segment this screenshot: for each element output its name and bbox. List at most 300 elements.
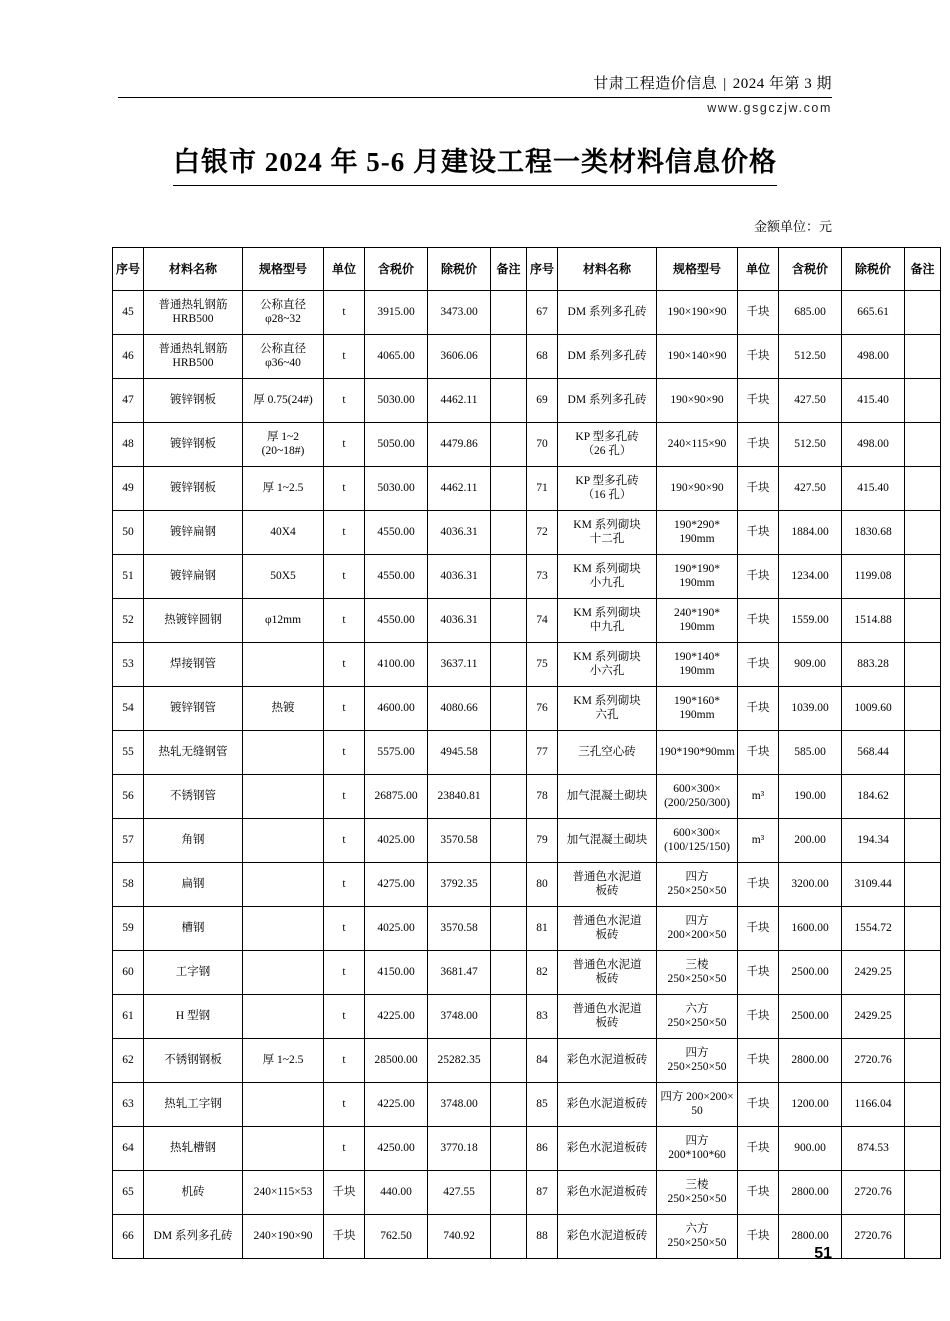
cell-remark-left: [491, 1127, 527, 1171]
cell-spec-left: [243, 643, 324, 687]
table-row: [113, 555, 941, 599]
cell-seq-right: 76: [527, 687, 558, 731]
cell-tax-price-right: 1200.00: [779, 1083, 842, 1127]
cell-remark-right: [905, 863, 941, 907]
cell-tax-price-right: 1559.00: [779, 599, 842, 643]
cell-remark-right: [905, 511, 941, 555]
cell-tax-price-left: 4150.00: [365, 951, 428, 995]
table-row: [113, 1039, 941, 1083]
cell-tax-price-left: 4250.00: [365, 1127, 428, 1171]
cell-tax-price-right: 900.00: [779, 1127, 842, 1171]
cell-spec-right: 六方 250×250×50: [657, 1215, 738, 1259]
cell-notax-price-left: 3792.35: [428, 863, 491, 907]
cell-seq-left: 48: [113, 423, 144, 467]
cell-seq-right: 84: [527, 1039, 558, 1083]
cell-material-name-right: 彩色水泥道板砖: [558, 1215, 657, 1259]
cell-unit-right: 千块: [738, 1171, 779, 1215]
cell-material-name-left: 扁钢: [144, 863, 243, 907]
table-row: [113, 951, 941, 995]
cell-remark-left: [491, 1215, 527, 1259]
cell-seq-right: 80: [527, 863, 558, 907]
cell-spec-left: [243, 863, 324, 907]
table-row: [113, 1083, 941, 1127]
cell-spec-left: φ12mm: [243, 599, 324, 643]
cell-tax-price-left: 4550.00: [365, 511, 428, 555]
cell-notax-price-left: 4036.31: [428, 599, 491, 643]
cell-spec-left: [243, 907, 324, 951]
cell-seq-left: 58: [113, 863, 144, 907]
cell-spec-right: 四方 200*100*60: [657, 1127, 738, 1171]
cell-tax-price-right: 1234.00: [779, 555, 842, 599]
cell-unit-left: t: [324, 599, 365, 643]
cell-unit-left: 千块: [324, 1215, 365, 1259]
cell-seq-left: 46: [113, 335, 144, 379]
cell-material-name-left: 镀锌钢板: [144, 423, 243, 467]
cell-material-name-left: 热镀锌圆钢: [144, 599, 243, 643]
cell-spec-right: 190*290* 190mm: [657, 511, 738, 555]
cell-notax-price-left: 25282.35: [428, 1039, 491, 1083]
cell-tax-price-right: 1600.00: [779, 907, 842, 951]
cell-spec-right: 190*160* 190mm: [657, 687, 738, 731]
cell-tax-price-right: 585.00: [779, 731, 842, 775]
cell-material-name-right: 彩色水泥道板砖: [558, 1039, 657, 1083]
cell-material-name-left: 镀锌扁钢: [144, 511, 243, 555]
cell-spec-left: [243, 1083, 324, 1127]
cell-seq-left: 63: [113, 1083, 144, 1127]
header-separator: |: [723, 76, 727, 92]
table-row: [113, 379, 941, 423]
cell-unit-right: 千块: [738, 687, 779, 731]
cell-unit-right: 千块: [738, 335, 779, 379]
cell-seq-right: 77: [527, 731, 558, 775]
col-name-left: 材料名称: [144, 248, 243, 291]
cell-spec-left: [243, 995, 324, 1039]
cell-seq-right: 72: [527, 511, 558, 555]
cell-notax-price-left: 4945.58: [428, 731, 491, 775]
cell-unit-right: 千块: [738, 599, 779, 643]
cell-notax-price-right: 568.44: [842, 731, 905, 775]
cell-notax-price-right: 1554.72: [842, 907, 905, 951]
cell-remark-right: [905, 555, 941, 599]
cell-tax-price-right: 2800.00: [779, 1171, 842, 1215]
cell-remark-right: [905, 731, 941, 775]
cell-material-name-right: 普通色水泥道 板砖: [558, 951, 657, 995]
cell-seq-right: 86: [527, 1127, 558, 1171]
cell-material-name-left: 镀锌扁钢: [144, 555, 243, 599]
cell-remark-right: [905, 1083, 941, 1127]
cell-material-name-left: 角钢: [144, 819, 243, 863]
cell-seq-right: 71: [527, 467, 558, 511]
cell-seq-left: 53: [113, 643, 144, 687]
cell-unit-left: t: [324, 907, 365, 951]
cell-notax-price-left: 3570.58: [428, 819, 491, 863]
cell-unit-left: t: [324, 511, 365, 555]
table-row: [113, 863, 941, 907]
cell-material-name-left: 焊接钢管: [144, 643, 243, 687]
cell-material-name-left: 工字钢: [144, 951, 243, 995]
cell-remark-right: [905, 423, 941, 467]
cell-remark-left: [491, 951, 527, 995]
cell-tax-price-right: 2800.00: [779, 1039, 842, 1083]
cell-notax-price-left: 3637.11: [428, 643, 491, 687]
cell-unit-right: 千块: [738, 467, 779, 511]
cell-remark-left: [491, 1039, 527, 1083]
cell-material-name-right: 加气混凝土砌块: [558, 775, 657, 819]
table-row: [113, 511, 941, 555]
cell-tax-price-left: 4600.00: [365, 687, 428, 731]
cell-notax-price-left: 3473.00: [428, 291, 491, 335]
header-text: [593, 72, 832, 93]
issue-label: 2024 年第 3 期: [732, 76, 832, 92]
cell-unit-right: 千块: [738, 423, 779, 467]
cell-spec-left: [243, 951, 324, 995]
cell-seq-left: 64: [113, 1127, 144, 1171]
cell-spec-left: 热镀: [243, 687, 324, 731]
cell-unit-left: t: [324, 951, 365, 995]
cell-unit-right: 千块: [738, 995, 779, 1039]
cell-remark-left: [491, 379, 527, 423]
cell-spec-right: 三棱 250×250×50: [657, 951, 738, 995]
cell-remark-left: [491, 291, 527, 335]
cell-seq-right: 68: [527, 335, 558, 379]
cell-spec-left: 240×115×53: [243, 1171, 324, 1215]
table-row: [113, 643, 941, 687]
cell-notax-price-left: 4080.66: [428, 687, 491, 731]
cell-notax-price-right: 184.62: [842, 775, 905, 819]
cell-tax-price-left: 3915.00: [365, 291, 428, 335]
cell-remark-right: [905, 907, 941, 951]
col-unit-right: 单位: [738, 248, 779, 291]
cell-spec-right: 四方 250×250×50: [657, 863, 738, 907]
cell-unit-right: 千块: [738, 1083, 779, 1127]
cell-spec-right: 四方 200×200× 50: [657, 1083, 738, 1127]
cell-tax-price-right: 2500.00: [779, 995, 842, 1039]
cell-tax-price-left: 440.00: [365, 1171, 428, 1215]
cell-unit-left: t: [324, 1127, 365, 1171]
cell-seq-right: 82: [527, 951, 558, 995]
cell-notax-price-left: 740.92: [428, 1215, 491, 1259]
cell-notax-price-right: 883.28: [842, 643, 905, 687]
cell-remark-left: [491, 863, 527, 907]
cell-remark-left: [491, 687, 527, 731]
col-seq-right: 序号: [527, 248, 558, 291]
col-notax-left: 除税价: [428, 248, 491, 291]
col-tax-left: 含税价: [365, 248, 428, 291]
cell-spec-right: 190×90×90: [657, 379, 738, 423]
cell-material-name-right: 彩色水泥道板砖: [558, 1171, 657, 1215]
cell-unit-left: t: [324, 467, 365, 511]
cell-seq-left: 62: [113, 1039, 144, 1083]
cell-unit-left: t: [324, 555, 365, 599]
cell-tax-price-right: 512.50: [779, 335, 842, 379]
cell-seq-right: 74: [527, 599, 558, 643]
cell-remark-right: [905, 995, 941, 1039]
cell-notax-price-right: 874.53: [842, 1127, 905, 1171]
cell-seq-left: 60: [113, 951, 144, 995]
cell-unit-left: t: [324, 291, 365, 335]
cell-remark-right: [905, 335, 941, 379]
cell-remark-left: [491, 511, 527, 555]
col-remark-left: 备注: [491, 248, 527, 291]
cell-unit-right: 千块: [738, 1039, 779, 1083]
cell-tax-price-left: 4550.00: [365, 555, 428, 599]
col-spec-right: 规格型号: [657, 248, 738, 291]
cell-remark-left: [491, 1083, 527, 1127]
cell-tax-price-right: 200.00: [779, 819, 842, 863]
cell-material-name-left: 槽钢: [144, 907, 243, 951]
cell-spec-right: 240*190* 190mm: [657, 599, 738, 643]
cell-unit-right: 千块: [738, 291, 779, 335]
cell-spec-right: 190×140×90: [657, 335, 738, 379]
cell-spec-right: 190*140* 190mm: [657, 643, 738, 687]
cell-seq-left: 59: [113, 907, 144, 951]
cell-spec-left: [243, 819, 324, 863]
cell-tax-price-right: 190.00: [779, 775, 842, 819]
cell-spec-left: 厚 1~2 (20~18#): [243, 423, 324, 467]
cell-tax-price-left: 4100.00: [365, 643, 428, 687]
cell-spec-right: 四方 200×200×50: [657, 907, 738, 951]
cell-material-name-left: 镀锌钢板: [144, 379, 243, 423]
cell-tax-price-right: 2800.00: [779, 1215, 842, 1259]
cell-remark-left: [491, 643, 527, 687]
cell-unit-right: 千块: [738, 511, 779, 555]
cell-remark-right: [905, 687, 941, 731]
amount-unit-note: 金额单位：元: [753, 219, 832, 234]
cell-unit-left: t: [324, 687, 365, 731]
cell-notax-price-left: 3681.47: [428, 951, 491, 995]
cell-remark-right: [905, 1171, 941, 1215]
cell-seq-right: 85: [527, 1083, 558, 1127]
cell-notax-price-right: 1166.04: [842, 1083, 905, 1127]
cell-unit-left: t: [324, 423, 365, 467]
cell-tax-price-left: 26875.00: [365, 775, 428, 819]
cell-tax-price-right: 512.50: [779, 423, 842, 467]
cell-notax-price-left: 3748.00: [428, 995, 491, 1039]
cell-material-name-right: 普通色水泥道 板砖: [558, 907, 657, 951]
cell-seq-left: 52: [113, 599, 144, 643]
cell-material-name-right: DM 系列多孔砖: [558, 379, 657, 423]
cell-spec-right: 190×90×90: [657, 467, 738, 511]
cell-unit-right: 千块: [738, 907, 779, 951]
cell-tax-price-left: 4025.00: [365, 819, 428, 863]
cell-material-name-right: 彩色水泥道板砖: [558, 1083, 657, 1127]
cell-material-name-right: KM 系列砌块 小九孔: [558, 555, 657, 599]
cell-seq-right: 83: [527, 995, 558, 1039]
cell-notax-price-right: 1830.68: [842, 511, 905, 555]
cell-seq-right: 73: [527, 555, 558, 599]
cell-seq-left: 57: [113, 819, 144, 863]
cell-spec-left: 50X5: [243, 555, 324, 599]
cell-notax-price-left: 4036.31: [428, 511, 491, 555]
cell-material-name-left: 热轧槽钢: [144, 1127, 243, 1171]
cell-seq-left: 66: [113, 1215, 144, 1259]
cell-material-name-left: 普通热轧钢筋 HRB500: [144, 291, 243, 335]
cell-spec-right: 三棱 250×250×50: [657, 1171, 738, 1215]
table-row: [113, 995, 941, 1039]
cell-remark-left: [491, 731, 527, 775]
cell-remark-right: [905, 1127, 941, 1171]
table-body: [113, 291, 941, 1259]
table-row: [113, 731, 941, 775]
cell-notax-price-right: 194.34: [842, 819, 905, 863]
cell-unit-right: 千块: [738, 731, 779, 775]
cell-spec-left: 厚 0.75(24#): [243, 379, 324, 423]
cell-remark-left: [491, 555, 527, 599]
cell-notax-price-right: 415.40: [842, 467, 905, 511]
table-header: [113, 248, 941, 291]
cell-remark-right: [905, 643, 941, 687]
cell-material-name-right: 普通色水泥道 板砖: [558, 995, 657, 1039]
publication-name: 甘肃工程造价信息: [593, 76, 718, 92]
cell-seq-left: 45: [113, 291, 144, 335]
cell-unit-right: m³: [738, 819, 779, 863]
cell-material-name-left: 普通热轧钢筋 HRB500: [144, 335, 243, 379]
cell-material-name-right: KM 系列砌块 中九孔: [558, 599, 657, 643]
cell-notax-price-right: 2720.76: [842, 1039, 905, 1083]
cell-unit-left: 千块: [324, 1171, 365, 1215]
cell-seq-left: 61: [113, 995, 144, 1039]
cell-tax-price-left: 4025.00: [365, 907, 428, 951]
cell-spec-right: 600×300× (100/125/150): [657, 819, 738, 863]
cell-seq-right: 78: [527, 775, 558, 819]
cell-tax-price-right: 1039.00: [779, 687, 842, 731]
cell-material-name-left: H 型钢: [144, 995, 243, 1039]
cell-notax-price-right: 1199.08: [842, 555, 905, 599]
cell-notax-price-left: 4462.11: [428, 379, 491, 423]
cell-seq-left: 50: [113, 511, 144, 555]
cell-material-name-left: 不锈钢管: [144, 775, 243, 819]
cell-spec-left: 240×190×90: [243, 1215, 324, 1259]
cell-seq-right: 69: [527, 379, 558, 423]
cell-seq-right: 67: [527, 291, 558, 335]
page-title: 白银市 2024 年 5-6 月建设工程一类材料信息价格: [173, 140, 777, 186]
cell-seq-right: 88: [527, 1215, 558, 1259]
cell-spec-right: 190*190*90mm: [657, 731, 738, 775]
cell-seq-right: 79: [527, 819, 558, 863]
cell-unit-left: t: [324, 775, 365, 819]
cell-notax-price-right: 2720.76: [842, 1215, 905, 1259]
cell-notax-price-right: 2720.76: [842, 1171, 905, 1215]
table-row: [113, 291, 941, 335]
cell-notax-price-right: 2429.25: [842, 951, 905, 995]
cell-seq-right: 75: [527, 643, 558, 687]
cell-remark-right: [905, 1215, 941, 1259]
cell-seq-left: 49: [113, 467, 144, 511]
cell-remark-right: [905, 379, 941, 423]
cell-remark-left: [491, 995, 527, 1039]
price-table: [112, 247, 941, 1259]
table-row: [113, 1171, 941, 1215]
cell-seq-right: 81: [527, 907, 558, 951]
cell-unit-right: 千块: [738, 1215, 779, 1259]
col-unit-left: 单位: [324, 248, 365, 291]
cell-unit-right: 千块: [738, 643, 779, 687]
table-row: [113, 775, 941, 819]
cell-notax-price-left: 3570.58: [428, 907, 491, 951]
cell-material-name-right: KP 型多孔砖 （16 孔）: [558, 467, 657, 511]
cell-notax-price-right: 498.00: [842, 335, 905, 379]
cell-material-name-left: 不锈钢钢板: [144, 1039, 243, 1083]
cell-unit-right: m³: [738, 775, 779, 819]
page-header: [593, 72, 832, 93]
table-row: [113, 907, 941, 951]
cell-tax-price-right: 685.00: [779, 291, 842, 335]
cell-tax-price-right: 3200.00: [779, 863, 842, 907]
cell-remark-right: [905, 951, 941, 995]
cell-notax-price-right: 665.61: [842, 291, 905, 335]
cell-tax-price-left: 4225.00: [365, 1083, 428, 1127]
cell-notax-price-left: 3770.18: [428, 1127, 491, 1171]
cell-notax-price-left: 3748.00: [428, 1083, 491, 1127]
cell-spec-left: 公称直径 φ36~40: [243, 335, 324, 379]
cell-unit-right: 千块: [738, 1127, 779, 1171]
cell-seq-right: 87: [527, 1171, 558, 1215]
cell-tax-price-right: 427.50: [779, 467, 842, 511]
cell-notax-price-right: 2429.25: [842, 995, 905, 1039]
table-row: [113, 423, 941, 467]
cell-unit-left: t: [324, 819, 365, 863]
cell-unit-left: t: [324, 863, 365, 907]
cell-notax-price-right: 415.40: [842, 379, 905, 423]
cell-unit-left: t: [324, 379, 365, 423]
col-seq-left: 序号: [113, 248, 144, 291]
cell-notax-price-left: 3606.06: [428, 335, 491, 379]
cell-remark-right: [905, 775, 941, 819]
col-notax-right: 除税价: [842, 248, 905, 291]
price-table-wrap: [112, 247, 935, 1259]
cell-tax-price-left: 5050.00: [365, 423, 428, 467]
cell-seq-left: 51: [113, 555, 144, 599]
cell-tax-price-left: 4275.00: [365, 863, 428, 907]
cell-material-name-left: 镀锌钢板: [144, 467, 243, 511]
cell-remark-left: [491, 423, 527, 467]
cell-spec-right: 190×190×90: [657, 291, 738, 335]
cell-remark-right: [905, 291, 941, 335]
cell-seq-left: 65: [113, 1171, 144, 1215]
table-row: [113, 335, 941, 379]
cell-material-name-right: 彩色水泥道板砖: [558, 1127, 657, 1171]
cell-remark-left: [491, 907, 527, 951]
cell-unit-right: 千块: [738, 379, 779, 423]
cell-notax-price-right: 3109.44: [842, 863, 905, 907]
cell-material-name-left: DM 系列多孔砖: [144, 1215, 243, 1259]
page-number: 51: [814, 1245, 832, 1262]
table-header-row: [113, 248, 941, 291]
cell-remark-right: [905, 599, 941, 643]
table-row: [113, 1127, 941, 1171]
cell-spec-left: [243, 731, 324, 775]
cell-spec-left: 厚 1~2.5: [243, 1039, 324, 1083]
cell-remark-left: [491, 819, 527, 863]
cell-remark-right: [905, 1039, 941, 1083]
cell-spec-left: 40X4: [243, 511, 324, 555]
cell-notax-price-left: 4462.11: [428, 467, 491, 511]
cell-material-name-left: 机砖: [144, 1171, 243, 1215]
cell-unit-right: 千块: [738, 863, 779, 907]
cell-spec-right: 600×300× (200/250/300): [657, 775, 738, 819]
cell-spec-right: 四方 250×250×50: [657, 1039, 738, 1083]
cell-notax-price-left: 23840.81: [428, 775, 491, 819]
cell-spec-left: [243, 775, 324, 819]
table-row: [113, 467, 941, 511]
table-row: [113, 819, 941, 863]
cell-notax-price-left: 427.55: [428, 1171, 491, 1215]
site-url: www.gsgczjw.com: [707, 101, 832, 115]
cell-tax-price-left: 5030.00: [365, 467, 428, 511]
cell-tax-price-left: 5030.00: [365, 379, 428, 423]
cell-spec-left: [243, 1127, 324, 1171]
cell-material-name-left: 热轧无缝钢管: [144, 731, 243, 775]
